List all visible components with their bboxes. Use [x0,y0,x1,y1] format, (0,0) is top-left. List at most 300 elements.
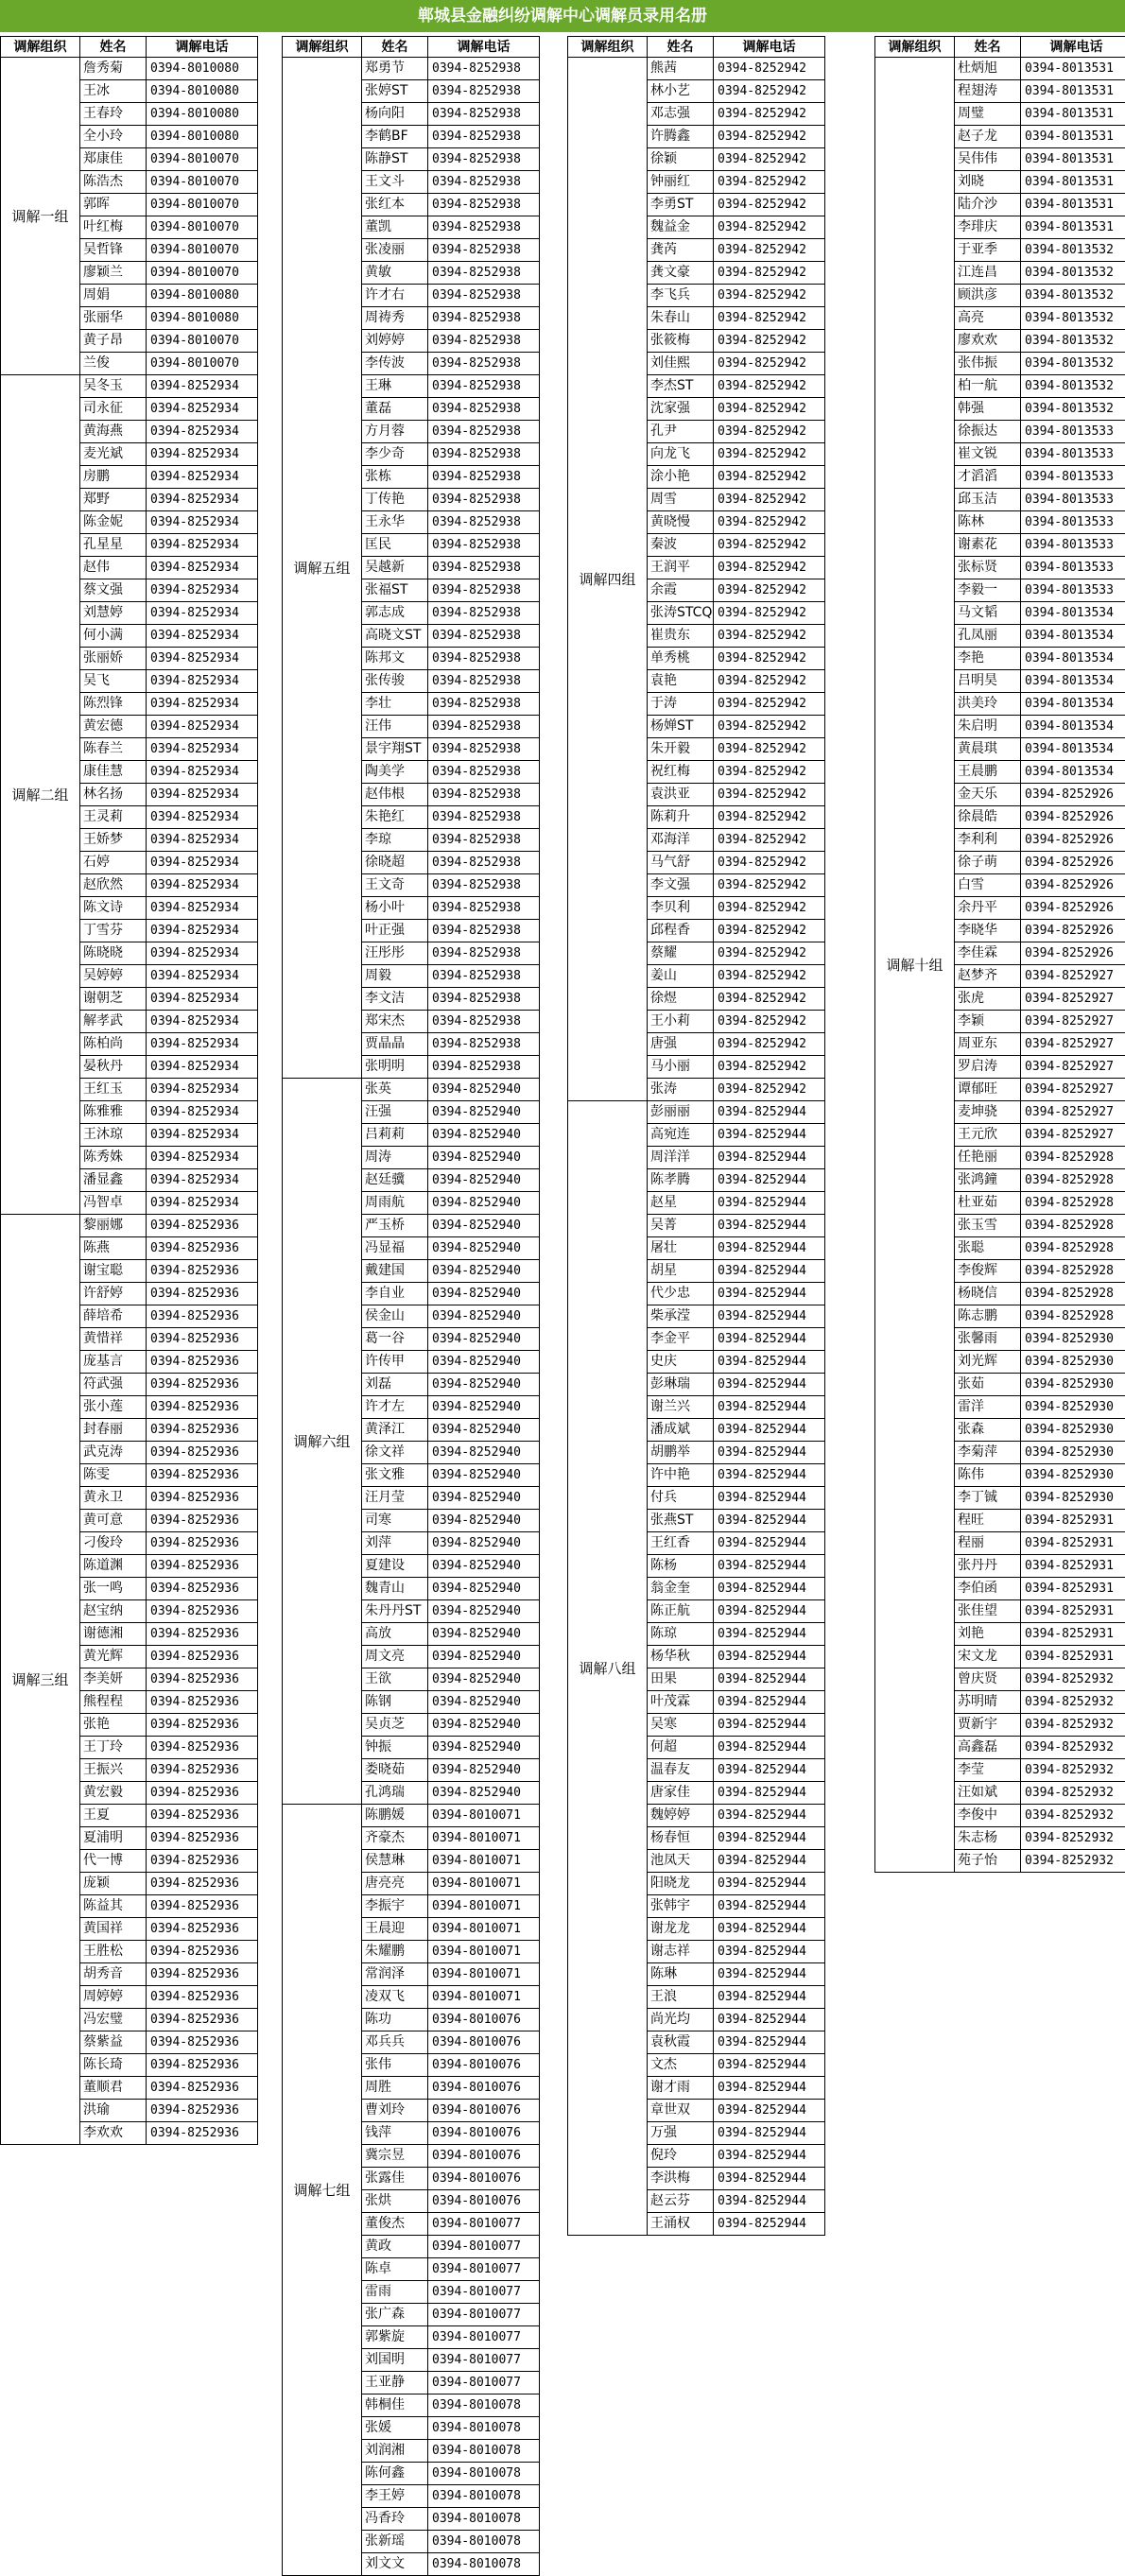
mediator-name: 章世双 [648,2100,714,2122]
mediator-name: 李俊辉 [955,1260,1021,1283]
mediator-phone: 0394-8252940 [428,1169,540,1192]
mediator-phone: 0394-8010070 [147,216,258,239]
mediator-phone: 0394-8252944 [714,1691,825,1714]
mediator-phone: 0394-8252944 [714,1169,825,1192]
mediator-phone: 0394-8252930 [1021,1442,1125,1464]
mediator-name: 朱耀鹏 [362,1941,428,1963]
mediator-phone: 0394-8252936 [147,1305,258,1328]
mediator-phone: 0394-8252940 [428,1147,540,1169]
mediator-phone: 0394-8252938 [428,239,540,262]
mediator-name: 李颖 [955,1011,1021,1033]
mediator-name: 张文雅 [362,1464,428,1487]
mediator-name: 陈道渊 [80,1555,147,1578]
mediator-phone: 0394-8010080 [147,285,258,307]
mediator-name: 马文韬 [955,602,1021,625]
header-org: 调解组织 [568,37,648,58]
mediator-name: 唐亮亮 [362,1873,428,1895]
mediator-phone: 0394-8010078 [428,2394,540,2417]
mediator-phone: 0394-8252942 [714,965,825,988]
mediator-phone: 0394-8252932 [1021,1759,1125,1782]
header-phone: 调解电话 [714,37,825,58]
mediator-phone: 0394-8252936 [147,1510,258,1532]
mediator-name: 程翅涛 [955,80,1021,103]
mediator-name: 马小丽 [648,1056,714,1079]
mediator-name: 王冰 [80,80,147,103]
mediator-name: 李俊中 [955,1805,1021,1827]
mediator-name: 张栋 [362,466,428,489]
mediator-phone: 0394-8252942 [714,942,825,965]
mediator-name: 周婷婷 [80,1986,147,2009]
mediator-phone: 0394-8013534 [1021,693,1125,716]
mediator-phone: 0394-8252942 [714,602,825,625]
mediator-name: 冯宏璧 [80,2009,147,2031]
mediator-phone: 0394-8010080 [147,103,258,126]
mediator-phone: 0394-8252936 [147,1442,258,1464]
mediator-name: 石婷 [80,852,147,874]
mediator-name: 李琼 [362,829,428,852]
mediator-name: 张传骏 [362,670,428,693]
mediator-phone: 0394-8252944 [714,1714,825,1737]
mediator-name: 陈柏尚 [80,1033,147,1056]
mediator-name: 顾洪彦 [955,285,1021,307]
mediator-phone: 0394-8013533 [1021,511,1125,534]
mediator-name: 赵欣然 [80,874,147,897]
mediator-phone: 0394-8252938 [428,670,540,693]
mediator-name: 王润平 [648,557,714,579]
header-org: 调解组织 [283,37,362,58]
mediator-phone: 0394-8252936 [147,1895,258,1918]
mediator-phone: 0394-8252938 [428,738,540,761]
mediator-phone: 0394-8252928 [1021,1147,1125,1169]
mediator-name: 于涛 [648,693,714,716]
mediator-name: 魏婷婷 [648,1805,714,1827]
mediator-phone: 0394-8252940 [428,1192,540,1215]
mediator-name: 王亚静 [362,2372,428,2394]
mediator-phone: 0394-8252938 [428,353,540,375]
mediator-phone: 0394-8013531 [1021,58,1125,80]
mediator-name: 孔星星 [80,534,147,557]
mediator-name: 黄宏毅 [80,1782,147,1805]
mediator-name: 池凤天 [648,1850,714,1873]
header-org: 调解组织 [875,37,955,58]
mediator-name: 高宛连 [648,1124,714,1147]
mediator-name: 汪如斌 [955,1782,1021,1805]
mediator-phone: 0394-8252938 [428,716,540,738]
mediator-phone: 0394-8252934 [147,557,258,579]
mediator-phone: 0394-8013531 [1021,148,1125,171]
mediator-phone: 0394-8252934 [147,375,258,398]
mediator-name: 陈功 [362,2009,428,2031]
mediator-phone: 0394-8252934 [147,1124,258,1147]
mediator-phone: 0394-8252940 [428,1600,540,1623]
mediator-phone: 0394-8252927 [1021,1033,1125,1056]
mediator-name: 李莹 [955,1759,1021,1782]
mediator-phone: 0394-8252944 [714,1192,825,1215]
mediator-name: 许传甲 [362,1351,428,1374]
mediator-name: 朱启明 [955,716,1021,738]
mediator-phone: 0394-8252942 [714,557,825,579]
mediator-name: 刘国明 [362,2349,428,2372]
mediator-phone: 0394-8252936 [147,1873,258,1895]
mediator-name: 张小莲 [80,1396,147,1419]
group-label: 调解四组 [568,58,648,1101]
mediator-phone: 0394-8010078 [428,2531,540,2553]
mediator-name: 李鹤BF [362,126,428,148]
mediator-name: 王胜松 [80,1941,147,1963]
mediator-name: 陈燕 [80,1237,147,1260]
mediator-phone: 0394-8252931 [1021,1600,1125,1623]
mediator-name: 谢兰兴 [648,1396,714,1419]
mediator-name: 冯香玲 [362,2508,428,2531]
mediator-phone: 0394-8252944 [714,1487,825,1510]
mediator-name: 洪美玲 [955,693,1021,716]
mediator-phone: 0394-8252942 [714,852,825,874]
mediator-name: 涂小艳 [648,466,714,489]
group-label: 调解二组 [1,375,80,1215]
mediator-phone: 0394-8252938 [428,784,540,806]
mediator-phone: 0394-8252934 [147,897,258,920]
mediator-name: 麦光斌 [80,443,147,466]
mediator-name: 尚光均 [648,2009,714,2031]
mediator-name: 单秀桃 [648,648,714,670]
mediator-phone: 0394-8013533 [1021,557,1125,579]
mediator-name: 张英 [362,1079,428,1101]
mediator-phone: 0394-8252942 [714,648,825,670]
mediator-name: 郑野 [80,489,147,511]
mediator-phone: 0394-8252930 [1021,1487,1125,1510]
mediator-name: 侯慧琳 [362,1850,428,1873]
mediator-name: 林小艺 [648,80,714,103]
mediator-phone: 0394-8252927 [1021,1011,1125,1033]
mediator-name: 祝红梅 [648,761,714,784]
mediator-name: 袁秋霞 [648,2031,714,2054]
mediator-name: 魏益金 [648,216,714,239]
mediator-name: 董凯 [362,216,428,239]
mediator-name: 叶红梅 [80,216,147,239]
mediator-name: 吴婷婷 [80,965,147,988]
mediator-phone: 0394-8010076 [428,2100,540,2122]
mediator-name: 黄可意 [80,1510,147,1532]
mediator-name: 李传波 [362,353,428,375]
mediator-name: 刘文文 [362,2553,428,2576]
mediator-phone: 0394-8010071 [428,1941,540,1963]
mediator-name: 黄泽江 [362,1419,428,1442]
mediator-name: 屠壮 [648,1237,714,1260]
mediator-name: 田果 [648,1668,714,1691]
mediator-phone: 0394-8010071 [428,1895,540,1918]
mediator-name: 袁艳 [648,670,714,693]
mediator-phone: 0394-8252944 [714,2122,825,2145]
mediator-phone: 0394-8013532 [1021,307,1125,330]
mediator-phone: 0394-8252944 [714,1623,825,1646]
mediator-name: 吴越新 [362,557,428,579]
mediator-name: 周洋洋 [648,1147,714,1169]
mediator-phone: 0394-8252936 [147,2031,258,2054]
mediator-name: 蔡紫益 [80,2031,147,2054]
mediator-name: 王红玉 [80,1079,147,1101]
mediator-phone: 0394-8252936 [147,1668,258,1691]
mediator-name: 郭晖 [80,194,147,216]
mediator-name: 潘成斌 [648,1419,714,1442]
mediator-phone: 0394-8252936 [147,2122,258,2145]
mediator-phone: 0394-8010080 [147,126,258,148]
mediator-phone: 0394-8252944 [714,2009,825,2031]
mediator-phone: 0394-8252938 [428,148,540,171]
mediator-name: 万强 [648,2122,714,2145]
group-label: 调解十组 [875,58,955,1873]
mediator-phone: 0394-8252934 [147,965,258,988]
mediator-phone: 0394-8013531 [1021,216,1125,239]
header-phone: 调解电话 [147,37,258,58]
mediator-name: 曾庆贤 [955,1668,1021,1691]
mediator-name: 吴哲锋 [80,239,147,262]
mediator-phone: 0394-8252942 [714,353,825,375]
mediator-phone: 0394-8252936 [147,1283,258,1305]
header-name: 姓名 [955,37,1021,58]
mediator-name: 董俊杰 [362,2213,428,2236]
mediator-phone: 0394-8252934 [147,670,258,693]
mediator-phone: 0394-8252936 [147,1260,258,1283]
mediator-name: 苑子怡 [955,1850,1021,1873]
mediator-phone: 0394-8252932 [1021,1782,1125,1805]
mediator-phone: 0394-8010070 [147,148,258,171]
mediator-name: 叶茂霖 [648,1691,714,1714]
mediator-name: 赵宝纳 [80,1600,147,1623]
mediator-phone: 0394-8252940 [428,1510,540,1532]
mediator-phone: 0394-8252934 [147,693,258,716]
mediator-phone: 0394-8010070 [147,194,258,216]
mediator-name: 陈雯 [80,1464,147,1487]
mediator-phone: 0394-8010071 [428,1986,540,2009]
mediator-phone: 0394-8252936 [147,1555,258,1578]
mediator-name: 张馨雨 [955,1328,1021,1351]
mediator-phone: 0394-8013532 [1021,239,1125,262]
mediator-phone: 0394-8252938 [428,874,540,897]
mediator-phone: 0394-8252944 [714,2031,825,2054]
mediator-name: 陈钢 [362,1691,428,1714]
mediator-name: 张露佳 [362,2168,428,2190]
mediator-phone: 0394-8252942 [714,579,825,602]
mediator-phone: 0394-8252936 [147,1396,258,1419]
mediator-name: 何超 [648,1737,714,1759]
mediator-phone: 0394-8010077 [428,2236,540,2258]
mediator-name: 周祷秀 [362,307,428,330]
mediator-phone: 0394-8252940 [428,1555,540,1578]
mediator-phone: 0394-8252938 [428,307,540,330]
mediator-name: 沈家强 [648,398,714,421]
mediator-phone: 0394-8252942 [714,58,825,80]
mediator-name: 王浪 [648,1986,714,2009]
mediator-phone: 0394-8013531 [1021,194,1125,216]
mediator-phone: 0394-8010076 [428,2009,540,2031]
mediator-phone: 0394-8252944 [714,1464,825,1487]
mediator-phone: 0394-8252927 [1021,1124,1125,1147]
mediator-phone: 0394-8252938 [428,126,540,148]
group-label: 调解一组 [1,58,80,375]
mediator-phone: 0394-8252931 [1021,1510,1125,1532]
mediator-phone: 0394-8252942 [714,375,825,398]
mediator-name: 张新瑶 [362,2531,428,2553]
mediator-phone: 0394-8252938 [428,1033,540,1056]
mediator-phone: 0394-8013532 [1021,398,1125,421]
mediator-phone: 0394-8252944 [714,1260,825,1283]
mediator-name: 陈琳 [648,1963,714,1986]
header-name: 姓名 [80,37,147,58]
mediator-phone: 0394-8252942 [714,738,825,761]
mediator-name: 李利利 [955,829,1021,852]
mediator-phone: 0394-8013534 [1021,625,1125,648]
mediator-phone: 0394-8252944 [714,1532,825,1555]
mediator-name: 钟振 [362,1737,428,1759]
mediator-name: 熊程程 [80,1691,147,1714]
group-label: 调解三组 [1,1215,80,2145]
mediator-phone: 0394-8010070 [147,330,258,353]
mediator-name: 王晨迎 [362,1918,428,1941]
mediator-name: 王小莉 [648,1011,714,1033]
mediator-phone: 0394-8252944 [714,1600,825,1623]
mediator-phone: 0394-8252944 [714,1895,825,1918]
mediator-phone: 0394-8010071 [428,1805,540,1827]
mediator-phone: 0394-8252940 [428,1578,540,1600]
mediator-phone: 0394-8252926 [1021,920,1125,942]
mediator-phone: 0394-8252936 [147,1646,258,1668]
mediator-phone: 0394-8010070 [147,262,258,285]
mediator-phone: 0394-8252930 [1021,1328,1125,1351]
roster-column [0,36,258,2145]
mediator-phone: 0394-8252936 [147,1941,258,1963]
mediator-name: 杜炳旭 [955,58,1021,80]
mediator-name: 张茹 [955,1374,1021,1396]
mediator-phone: 0394-8252938 [428,398,540,421]
mediator-phone: 0394-8252934 [147,421,258,443]
group-label: 调解七组 [283,1805,362,2576]
mediator-name: 刘慧婷 [80,602,147,625]
mediator-name: 李少奇 [362,443,428,466]
mediator-phone: 0394-8252944 [714,2054,825,2077]
mediator-phone: 0394-8252942 [714,1056,825,1079]
mediator-phone: 0394-8013534 [1021,738,1125,761]
mediator-name: 彭琳瑞 [648,1374,714,1396]
mediator-name: 贾新宇 [955,1714,1021,1737]
mediator-phone: 0394-8252934 [147,466,258,489]
mediator-name: 李菊萍 [955,1442,1021,1464]
mediator-name: 廖欢欢 [955,330,1021,353]
mediator-phone: 0394-8252934 [147,1101,258,1124]
mediator-name: 吴菁 [648,1215,714,1237]
mediator-phone: 0394-8013534 [1021,670,1125,693]
mediator-name: 刘佳熙 [648,353,714,375]
mediator-name: 潘显鑫 [80,1169,147,1192]
mediator-name: 张福ST [362,579,428,602]
mediator-phone: 0394-8252944 [714,1124,825,1147]
mediator-name: 陈林 [955,511,1021,534]
mediator-name: 丁传艳 [362,489,428,511]
mediator-phone: 0394-8252928 [1021,1237,1125,1260]
mediator-phone: 0394-8252940 [428,1374,540,1396]
mediator-phone: 0394-8010071 [428,1918,540,1941]
mediator-phone: 0394-8252944 [714,1827,825,1850]
mediator-name: 李勇ST [648,194,714,216]
mediator-name: 龚文豪 [648,262,714,285]
page-title: 郸城县金融纠纷调解中心调解员录用名册 [0,0,1125,32]
mediator-phone: 0394-8252938 [428,648,540,670]
mediator-name: 徐文祥 [362,1442,428,1464]
mediator-name: 廖颖兰 [80,262,147,285]
mediator-name: 郭志成 [362,602,428,625]
mediator-phone: 0394-8252942 [714,194,825,216]
mediator-name: 余霞 [648,579,714,602]
mediator-phone: 0394-8252931 [1021,1532,1125,1555]
mediator-name: 解孝武 [80,1011,147,1033]
mediator-name: 张鸿鐘 [955,1169,1021,1192]
mediator-name: 齐豪杰 [362,1827,428,1850]
mediator-phone: 0394-8252934 [147,806,258,829]
mediator-name: 娄晓茹 [362,1759,428,1782]
mediator-name: 李振宇 [362,1895,428,1918]
mediator-name: 蔡耀 [648,942,714,965]
mediator-name: 程旺 [955,1510,1021,1532]
mediator-phone: 0394-8252938 [428,557,540,579]
mediator-phone: 0394-8252938 [428,1056,540,1079]
mediator-phone: 0394-8252936 [147,1351,258,1374]
mediator-phone: 0394-8010070 [147,239,258,262]
mediator-name: 吴寒 [648,1714,714,1737]
mediator-phone: 0394-8252942 [714,806,825,829]
mediator-name: 高鑫磊 [955,1737,1021,1759]
mediator-name: 张伟振 [955,353,1021,375]
mediator-phone: 0394-8252944 [714,2145,825,2168]
mediator-name: 张玉雪 [955,1215,1021,1237]
mediator-name: 张标贤 [955,557,1021,579]
mediator-phone: 0394-8252936 [147,1374,258,1396]
mediator-name: 陈益其 [80,1895,147,1918]
mediator-name: 李佳霖 [955,942,1021,965]
mediator-phone: 0394-8252934 [147,602,258,625]
mediator-name: 兰俊 [80,353,147,375]
mediator-phone: 0394-8252936 [147,1691,258,1714]
mediator-name: 代少忠 [648,1283,714,1305]
mediator-name: 赵伟根 [362,784,428,806]
mediator-phone: 0394-8252942 [714,1079,825,1101]
mediator-name: 张伟 [362,2054,428,2077]
mediator-name: 李美妍 [80,1668,147,1691]
mediator-name: 魏青山 [362,1578,428,1600]
mediator-name: 王春玲 [80,103,147,126]
mediator-name: 王娇梦 [80,829,147,852]
mediator-phone: 0394-8252942 [714,466,825,489]
mediator-phone: 0394-8252928 [1021,1283,1125,1305]
mediator-name: 陈烈锋 [80,693,147,716]
mediator-name: 郑康佳 [80,148,147,171]
mediator-name: 全小玲 [80,126,147,148]
mediator-name: 倪玲 [648,2145,714,2168]
mediator-phone: 0394-8252936 [147,1623,258,1646]
mediator-phone: 0394-8013533 [1021,489,1125,511]
mediator-phone: 0394-8252938 [428,489,540,511]
mediator-phone: 0394-8252932 [1021,1691,1125,1714]
mediator-phone: 0394-8252940 [428,1442,540,1464]
mediator-name: 陈伟 [955,1464,1021,1487]
mediator-phone: 0394-8252938 [428,761,540,784]
mediator-phone: 0394-8013534 [1021,648,1125,670]
mediator-name: 张虎 [955,988,1021,1011]
mediator-phone: 0394-8252926 [1021,784,1125,806]
mediator-name: 黎丽娜 [80,1215,147,1237]
mediator-phone: 0394-8252934 [147,1033,258,1056]
mediator-phone: 0394-8252940 [428,1283,540,1305]
mediator-name: 向龙飞 [648,443,714,466]
mediator-name: 许舒婷 [80,1283,147,1305]
